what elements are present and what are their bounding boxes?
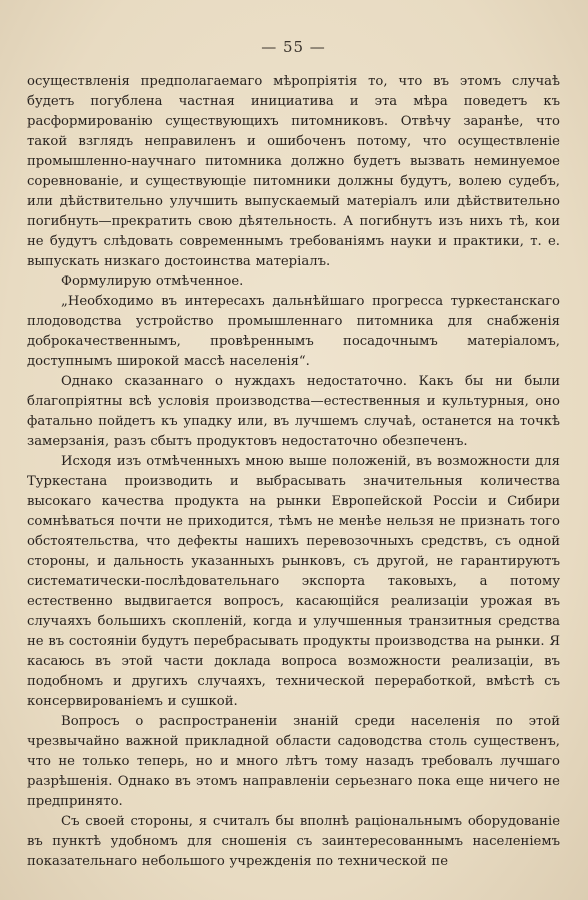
paragraph-7: Съ своей стороны, я считалъ бы вполнѣ раціональнымъ оборудованіе въ пунктѣ удобномъ для сношенія съ заинтересованнымъ населеніемъ показательнаго небольшого учрежденія по технической пе <box>27 814 560 869</box>
body-text <box>27 72 560 872</box>
paragraph-2: Формулирую отмѣченное. <box>61 274 244 289</box>
page-number: — 55 — <box>261 38 326 56</box>
paragraph-6: Вопросъ о распространеніи знаній среди населенія по этой чрезвычайно важной прикладной области садоводства столь существенъ, что не только теперь, но и много лѣтъ тому назадъ требовалъ лучшаго разрѣшенія. Однако въ этомъ направленіи серьезнаго пока еще ничего не предпринято. <box>27 714 560 809</box>
paragraph-1: осуществленія предполагаемаго мѣропріятія то, что въ этомъ случаѣ будетъ погублена частная инициатива и эта мѣра поведетъ къ расформированію существующихъ питомниковъ. Отвѣчу заранѣе, что такой взглядъ неправиленъ и ошибоченъ потому, что осуществленіе промышленно-научнаго питомника должно будетъ вызвать неминуемое соревнованіе, и существующіе питомники должны будутъ, волею судебъ, или дѣйствительно улучшить выпускаемый матеріалъ или дѣйствительно погибнуть—прекратить свою дѣятельность. А погибнутъ изъ нихъ тѣ, кои не будутъ слѣдовать современнымъ требованіямъ науки и практики, т. е. выпускать низкаго достоинства матеріалъ. <box>27 74 560 269</box>
paragraph-3: „Необходимо въ интересахъ дальнѣйшаго прогресса туркестанскаго плодоводства устройство промышленнаго питомника для снабженія доброкачественнымъ, провѣреннымъ посадочнымъ матеріаломъ, доступнымъ широкой массѣ населенія“. <box>27 294 560 369</box>
paragraph-4: Однако сказаннаго о нуждахъ недостаточно. Какъ бы ни были благопріятны всѣ условія производства—естественныя и культурныя, оно фатально пойдетъ къ упадку или, въ лучшемъ случаѣ, останется на точкѣ замерзанія, разъ сбытъ продуктовъ недостаточно обезпеченъ. <box>27 374 560 449</box>
paragraph-5: Исходя изъ отмѣченныхъ мною выше положеній, въ возможности для Туркестана производить и выбрасывать значительныя количества высокаго качества продукта на рынки Европейской Россіи и Сибири сомнѣваться почти не приходится, тѣмъ не менѣе нельзя не признать того обстоятельства, что дефекты нашихъ перевозочныхъ средствъ, съ одной стороны, и дальность указанныхъ рынковъ, съ другой, не гарантируютъ систематически-послѣдовательнаго экспорта таковыхъ, а потому естественно выдвигается вопросъ, касающійся реализаціи урожая въ случаяхъ большихъ скопленій, когда и улучшенныя транзитныя средства не въ состояніи будутъ перебрасывать продукты производства на рынки. Я касаюсь въ этой части доклада вопроса возможности реализаціи, въ подобномъ и другихъ случаяхъ, технической переработкой, вмѣстѣ съ консервированіемъ и сушкой. <box>27 454 560 709</box>
